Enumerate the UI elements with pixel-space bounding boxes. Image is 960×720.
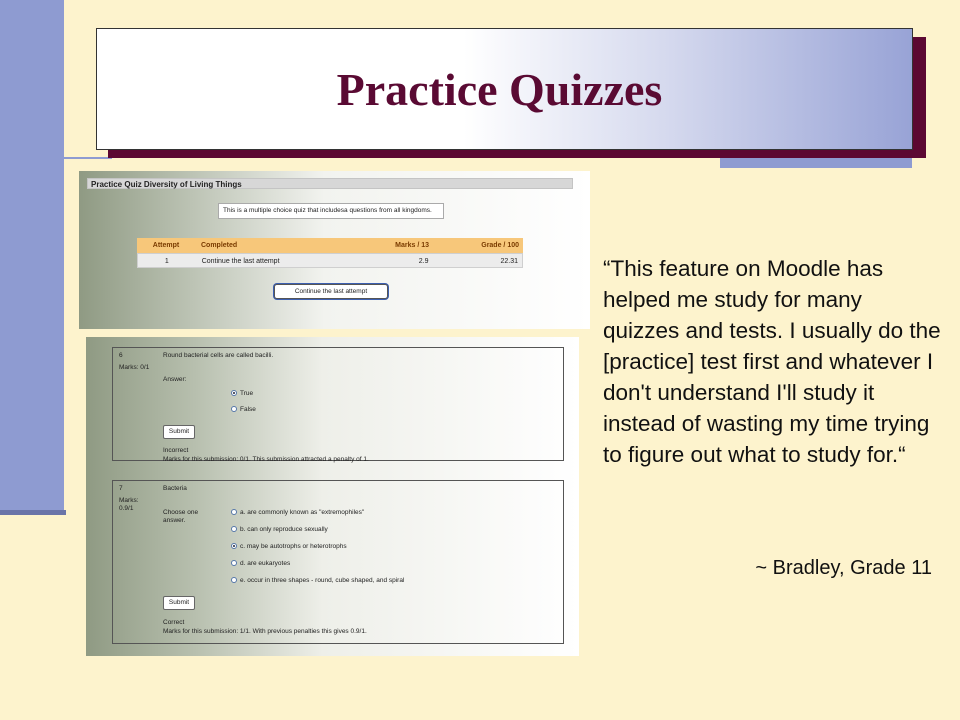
quiz-summary-screenshot bbox=[79, 171, 590, 329]
feedback-text: Marks for this submission: 0/1. This submission attracted a penalty of 1. bbox=[163, 456, 369, 463]
table-row[interactable] bbox=[137, 253, 523, 268]
cell-completed-link[interactable]: Continue the last attempt bbox=[201, 258, 280, 265]
quiz-questions-screenshot bbox=[86, 337, 579, 656]
question-marks: Marks: 0.9/1 bbox=[119, 497, 139, 512]
option-label: d. are eukaryotes bbox=[240, 560, 291, 567]
question-text: Round bacterial cells are called bacilli. bbox=[163, 352, 274, 359]
col-attempt: Attempt bbox=[152, 242, 180, 249]
radio-icon[interactable] bbox=[231, 577, 237, 583]
submit-button[interactable]: Submit bbox=[163, 596, 195, 610]
radio-icon[interactable] bbox=[231, 526, 237, 532]
radio-selected-icon[interactable] bbox=[231, 390, 237, 396]
answer-label: Answer: bbox=[163, 376, 187, 383]
feedback-text: Marks for this submission: 1/1. With previous penalties this gives 0.9/1. bbox=[163, 628, 367, 635]
cell-grade: 22.31 bbox=[500, 258, 518, 265]
result-text: Incorrect bbox=[163, 447, 189, 454]
col-completed: Completed bbox=[201, 242, 238, 249]
cell-marks: 2.9 bbox=[418, 258, 429, 265]
question-7-panel bbox=[112, 480, 564, 644]
option-label: False bbox=[240, 406, 256, 413]
continue-attempt-button[interactable]: Continue the last attempt bbox=[274, 284, 388, 299]
option-d[interactable] bbox=[231, 560, 290, 567]
option-label: True bbox=[240, 390, 254, 397]
radio-icon[interactable] bbox=[231, 406, 237, 412]
result-text: Correct bbox=[163, 619, 185, 626]
col-grade: Grade / 100 bbox=[481, 242, 519, 249]
question-number: 7 bbox=[119, 485, 123, 492]
option-label: b. can only reproduce sexually bbox=[240, 526, 328, 533]
radio-selected-icon[interactable] bbox=[231, 543, 237, 549]
col-marks: Marks / 13 bbox=[395, 242, 429, 249]
question-marks: Marks: 0/1 bbox=[119, 364, 150, 371]
attempts-table bbox=[137, 238, 523, 268]
option-c[interactable] bbox=[231, 543, 347, 550]
option-label: e. occur in three shapes - round, cube shaped, and spiral bbox=[240, 577, 405, 584]
question-text: Bacteria bbox=[163, 485, 187, 492]
cell-attempt: 1 bbox=[164, 258, 169, 265]
choose-label: Choose one answer. bbox=[163, 509, 199, 524]
question-6-panel bbox=[112, 347, 564, 461]
option-label: c. may be autotrophs or heterotrophs bbox=[240, 543, 347, 550]
left-accent-shadow bbox=[0, 510, 66, 515]
option-e[interactable] bbox=[231, 577, 404, 584]
student-quote: “This feature on Moodle has helped me study for many quizzes and tests. I usually do the [practice] test first and whatever I don't understand I'll study it instead of wasting my time trying to figure out what to study for.“ bbox=[603, 256, 941, 467]
option-label: a. are commonly known as "extremophiles" bbox=[240, 509, 365, 516]
submit-button[interactable]: Submit bbox=[163, 425, 195, 439]
option-b[interactable] bbox=[231, 526, 328, 533]
radio-icon[interactable] bbox=[231, 509, 237, 515]
option-false[interactable] bbox=[231, 406, 256, 413]
option-true[interactable] bbox=[231, 390, 253, 397]
slide-title: Practice Quizzes bbox=[336, 63, 663, 115]
left-accent-bar bbox=[0, 0, 64, 512]
quote-attribution: ~ Bradley, Grade 11 bbox=[755, 557, 932, 579]
radio-icon[interactable] bbox=[231, 560, 237, 566]
title-box bbox=[96, 28, 913, 150]
option-a[interactable] bbox=[231, 509, 364, 516]
question-number: 6 bbox=[119, 352, 123, 359]
divider-line bbox=[40, 157, 112, 159]
quiz-header: Practice Quiz Diversity of Living Things bbox=[87, 178, 573, 189]
table-header-row bbox=[137, 238, 523, 253]
quiz-description: This is a multiple choice quiz that includesa questions from all kingdoms. bbox=[218, 203, 444, 219]
